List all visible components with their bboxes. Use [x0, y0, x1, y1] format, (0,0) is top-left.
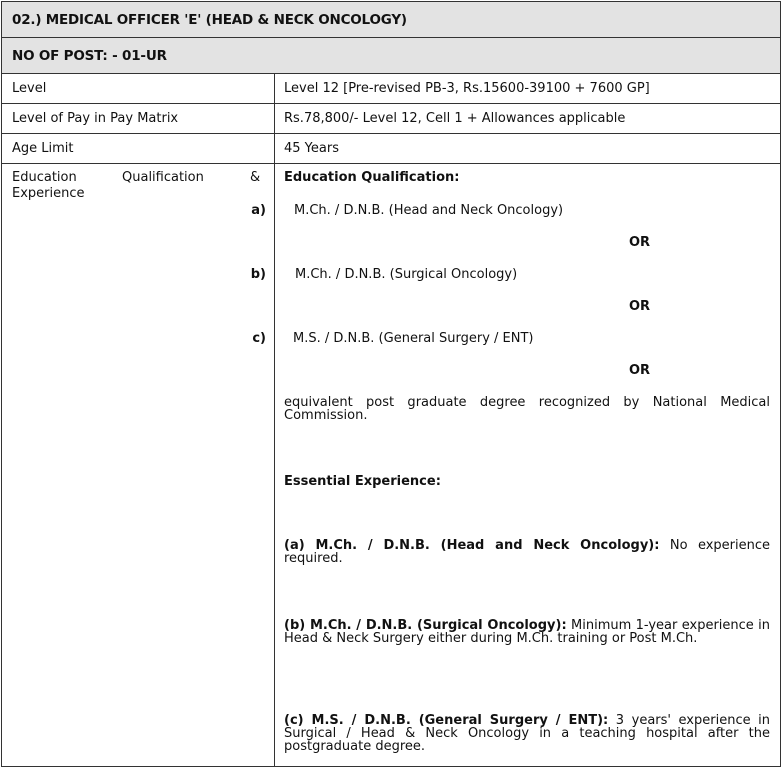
- experience-item: [284, 619, 770, 645]
- option-text: M.S. / D.N.B. (General Surgery / ENT): [293, 331, 534, 346]
- equivalent-degree-text: equivalent post graduate degree recognized by National Medical Commission.: [284, 395, 770, 423]
- option-marker: b): [250, 267, 266, 282]
- experience-item-title: (a) M.Ch. / D.N.B. (Head and Neck Oncology):: [284, 538, 660, 553]
- row-value: Rs.78,800/- Level 12, Cell 1 + Allowances applicable: [284, 111, 626, 126]
- experience-item-text: 3 years' experience in Surgical / Head & Neck Oncology in a teaching hospital after the postgraduate degree.: [284, 713, 770, 754]
- no-of-post: NO OF POST: - 01-UR: [12, 47, 167, 64]
- education-heading: Education Qualification:: [284, 170, 460, 185]
- experience-item-title: (c) M.S. / D.N.B. (General Surgery / ENT):: [284, 713, 609, 728]
- row-value: Level 12 [Pre-revised PB-3, Rs.15600-39100 + 7600 GP]: [284, 81, 650, 96]
- experience-item-text: No experience required.: [284, 538, 771, 566]
- recruitment-table: [1, 1, 781, 767]
- table-row: [2, 134, 780, 164]
- no-of-post-row: [2, 38, 780, 74]
- option-marker: a): [251, 203, 266, 218]
- or-separator: OR: [628, 299, 651, 314]
- row-label: Age Limit: [2, 134, 275, 163]
- row-label: Level of Pay in Pay Matrix: [2, 104, 275, 133]
- experience-item: [284, 714, 770, 753]
- education-label-word: &: [250, 170, 261, 185]
- post-title: 02.) MEDICAL OFFICER 'E' (HEAD & NECK ONCOLOGY): [12, 11, 407, 28]
- education-label-word: Qualification: [122, 170, 204, 185]
- post-title-row: [2, 2, 780, 38]
- option-text: M.Ch. / D.N.B. (Head and Neck Oncology): [294, 203, 564, 218]
- table-row: [2, 74, 780, 104]
- education-content-cell: [275, 164, 780, 766]
- experience-item: [284, 539, 770, 565]
- row-value: 45 Years: [284, 141, 339, 156]
- row-label: Level: [2, 74, 275, 103]
- table-row: [2, 104, 780, 134]
- education-label-word: Education: [12, 170, 77, 185]
- or-separator: OR: [628, 235, 651, 250]
- education-row: [2, 164, 780, 766]
- experience-heading: Essential Experience:: [284, 474, 441, 489]
- option-text: M.Ch. / D.N.B. (Surgical Oncology): [295, 267, 518, 282]
- or-separator: OR: [628, 363, 651, 378]
- education-label-cell: [2, 164, 275, 766]
- experience-item-title: (b) M.Ch. / D.N.B. (Surgical Oncology):: [284, 618, 567, 633]
- education-label-line2: Experience: [12, 186, 85, 201]
- option-marker: c): [252, 331, 266, 346]
- experience-item-text: Minimum 1-year experience in Head & Neck Surgery either during M.Ch. training or Post M.Ch.: [284, 618, 770, 646]
